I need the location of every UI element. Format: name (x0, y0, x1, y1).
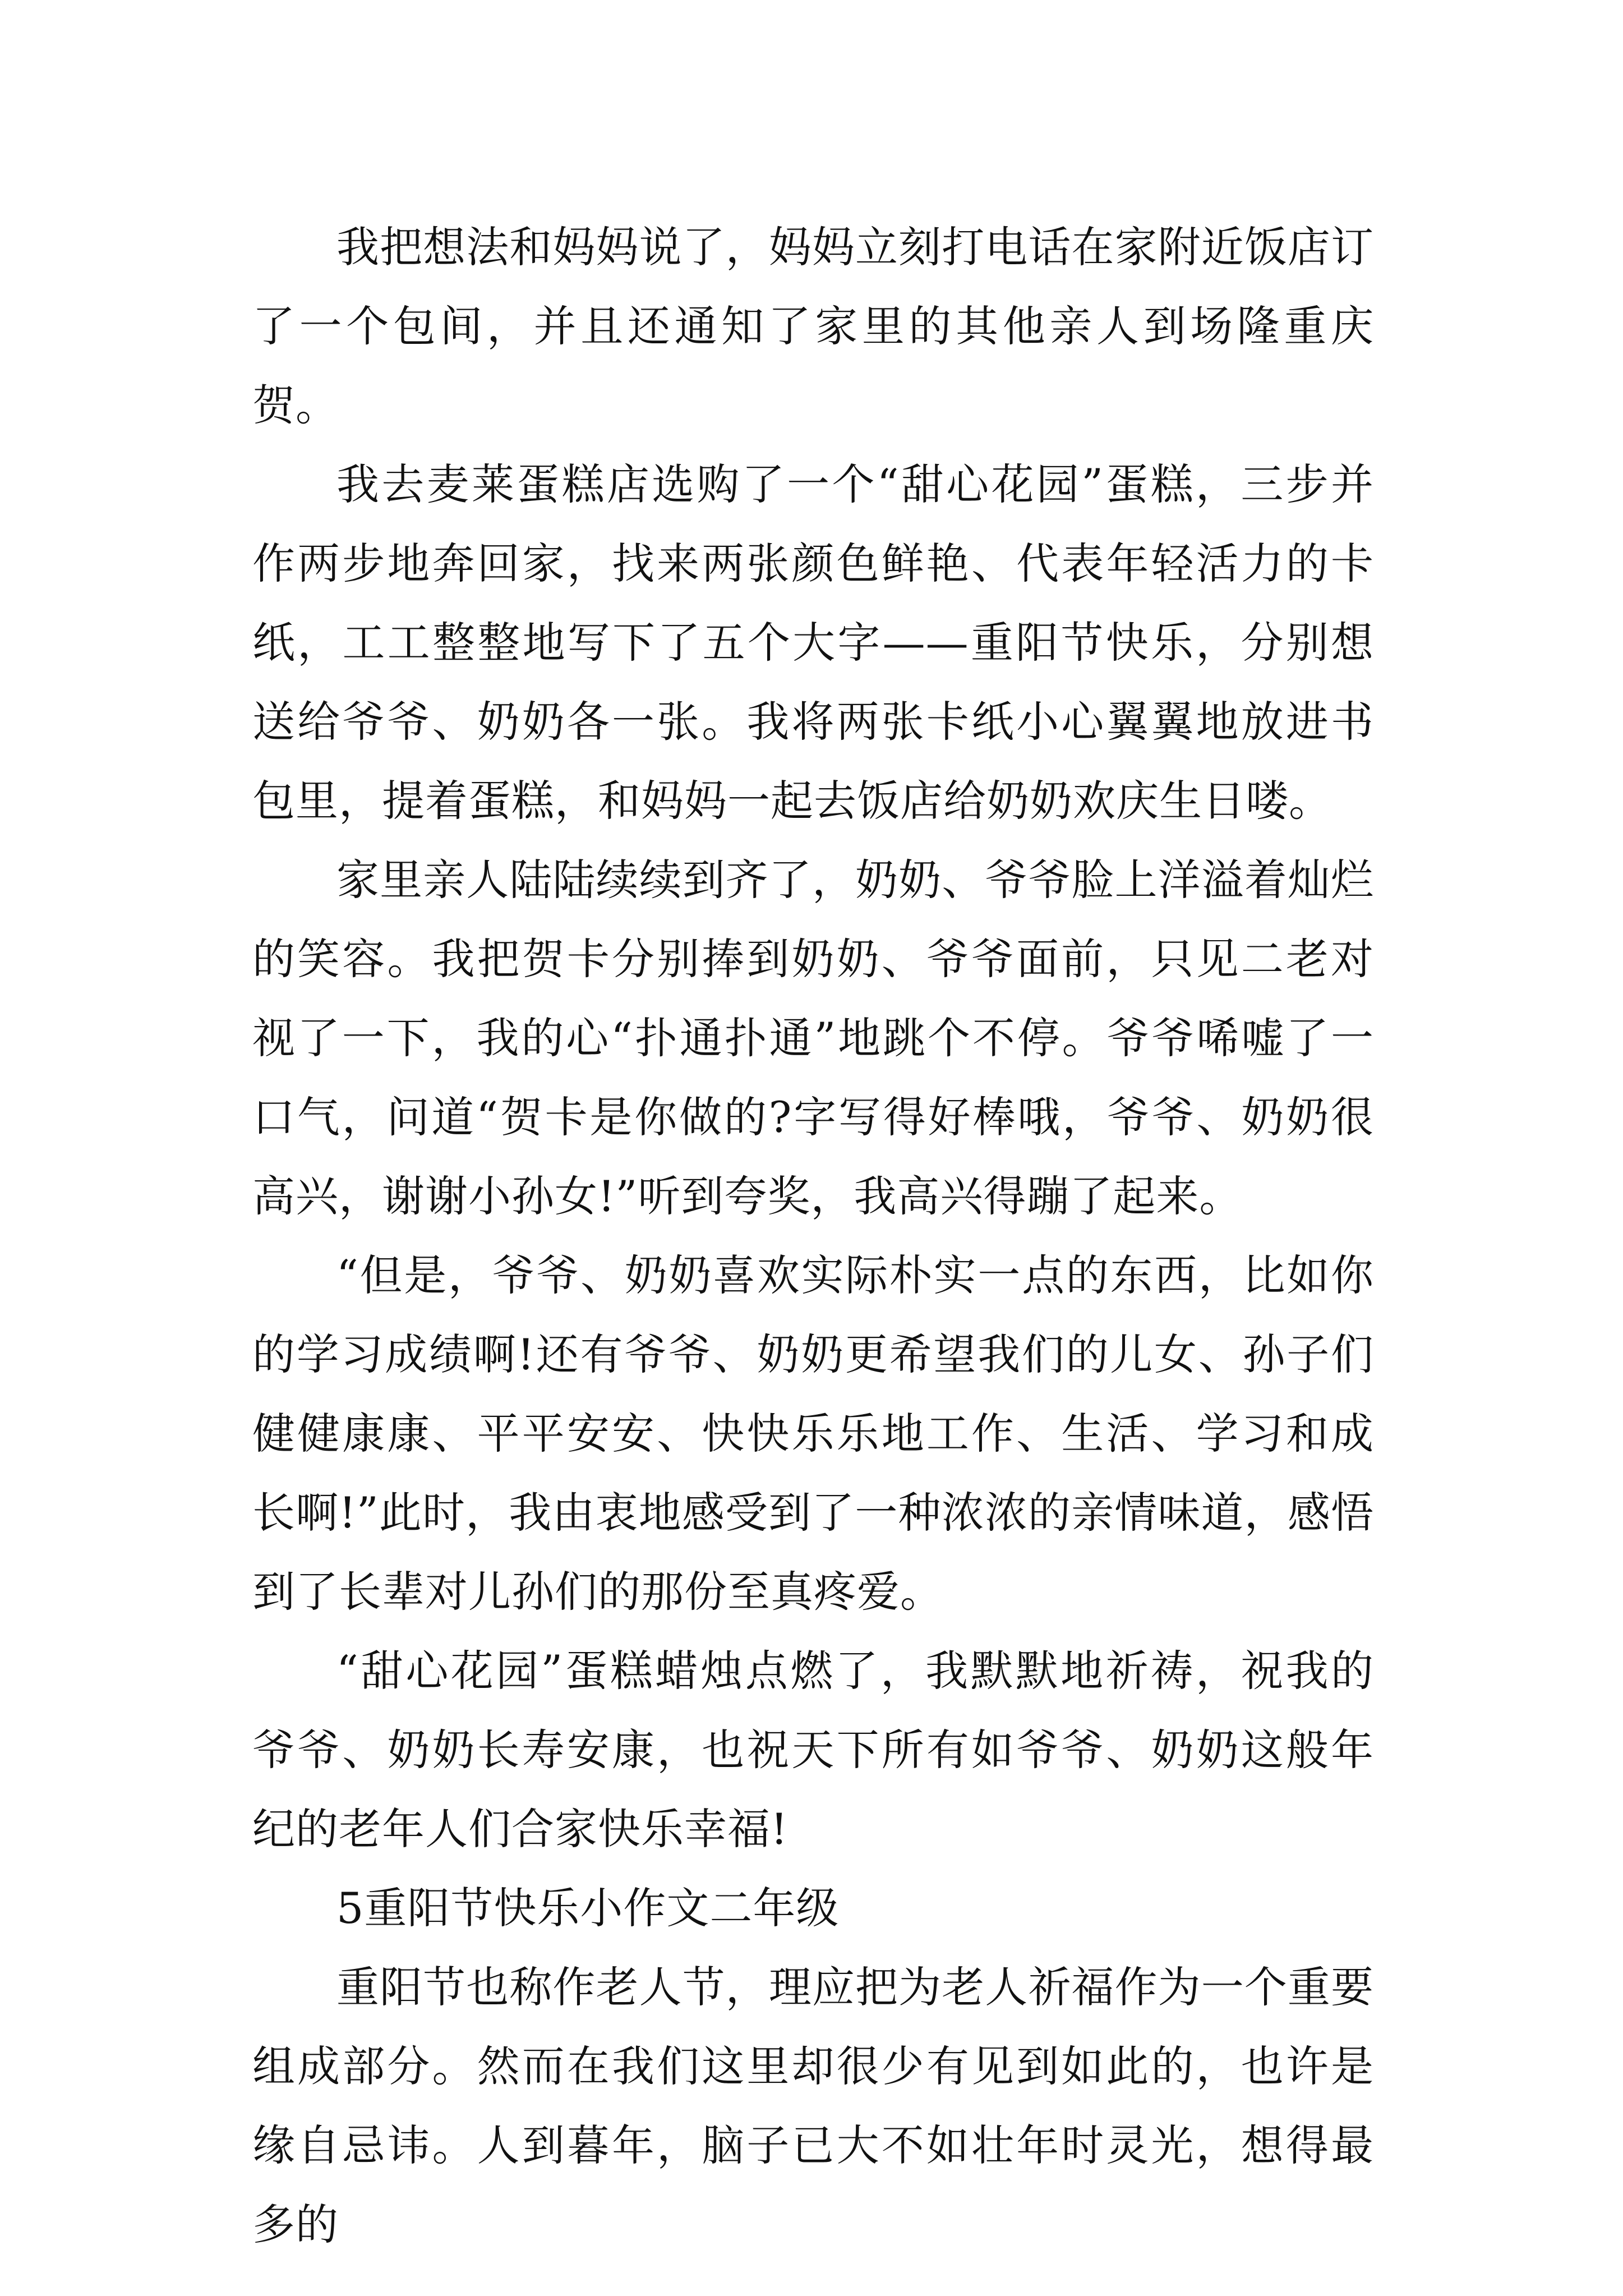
paragraph-2: 我去麦莱蛋糕店选购了一个“甜心花园”蛋糕，三步并作两步地奔回家，找来两张颜色鲜艳、代表年轻活力的卡纸，工工整整地写下了五个大字——重阳节快乐，分别想送给爷爷、奶奶各一张。我将两张卡纸小心翼翼地放进书包里，提着蛋糕，和妈妈一起去饭店给奶奶欢庆生日喽。 (252, 459, 1374, 826)
paragraph-5: “甜心花园”蛋糕蜡烛点燃了，我默默地祈祷，祝我的爷爷、奶奶长寿安康，也祝天下所有如爷爷、奶奶这般年纪的老年人们合家快乐幸福! (252, 1646, 1374, 1854)
paragraph-3: 家里亲人陆陆续续到齐了，奶奶、爷爷脸上洋溢着灿烂的笑容。我把贺卡分别捧到奶奶、爷爷面前，只见二老对视了一下，我的心“扑通扑通”地跳个不停。爷爷唏嘘了一口气，问道“贺卡是你做的?字写得好棒哦，爷爷、奶奶很高兴，谢谢小孙女!”听到夸奖，我高兴得蹦了起来。 (252, 855, 1374, 1221)
paragraph-1: 我把想法和妈妈说了，妈妈立刻打电话在家附近饭店订了一个包间，并且还通知了家里的其他亲人到场隆重庆贺。 (252, 222, 1374, 430)
paragraph-4: “但是，爷爷、奶奶喜欢实际朴实一点的东西，比如你的学习成绩啊!还有爷爷、奶奶更希望我们的儿女、孙子们健健康康、平平安安、快快乐乐地工作、生活、学习和成长啊!”此时，我由衷地感受到了一种浓浓的亲情味道，感悟到了长辈对儿孙们的那份至真疼爱。 (252, 1250, 1374, 1617)
section-heading: 5重阳节快乐小作文二年级 (336, 1883, 840, 1933)
paragraph-6: 重阳节也称作老人节，理应把为老人祈福作为一个重要组成部分。然而在我们这里却很少有见到如此的，也许是缘自忌讳。人到暮年，脑子已大不如壮年时灵光，想得最多的 (252, 1962, 1374, 2249)
document-body (252, 208, 1374, 2264)
